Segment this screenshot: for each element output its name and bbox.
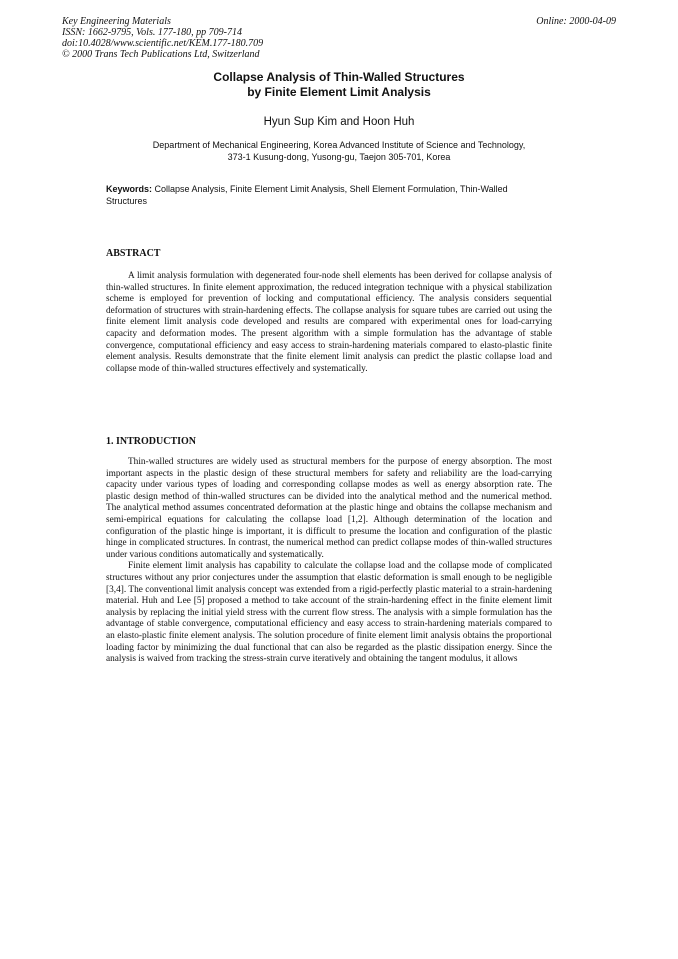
introduction-heading: 1. INTRODUCTION bbox=[106, 436, 197, 447]
introduction-body bbox=[106, 457, 552, 666]
journal-copyright: © 2000 Trans Tech Publications Ltd, Switzerland bbox=[62, 49, 260, 60]
introduction-paragraph-2: Finite element limit analysis has capability to calculate the collapse load and the collapse mode of complicated structures without any prior conjectures under the assumption that elastic deformation is small enough to be negligible [3,4]. The conventional limit analysis concept was extended from a rigid-perfectly plastic material to a strain-hardening material. Huh and Lee [5] proposed a method to take account of the strain-hardening effect in the finite element limit analysis by replacing the initial yield stress with the current flow stress. The analysis with a simple formulation has the advantage of stable convergence, computational efficiency and easy access to strain-hardening materials compared to an elasto-plastic finite element analysis. The solution procedure of finite element limit analysis obtains the proportional loading factor by minimizing the dual functional that can also be regarded as the plastic dissipation energy. Since the analysis is waived from tracking the stress-strain curve iteratively and obtaining the tangent modulus, it allows bbox=[106, 561, 552, 665]
introduction-paragraph-1: Thin-walled structures are widely used as structural members for the purpose of energy absorption. The most important aspects in the plastic design of these structural members for safety and reliability are the load-carrying capacity under various types of loading and corresponding collapse modes as well as energy absorption rate. The plastic design method of thin-walled structures can be divided into the analytical method and the numerical method. The analytical method assumes concentrated deformation at the plastic hinge and obtains the collapse mechanism and semi-empirical equations for calculating the collapse load [1,2]. Although determination of the location and configuration of the plastic hinge is important, it is difficult to presume the location and configuration of the plastic hinge in complicated structures. In contrast, the numerical method can predict collapse modes of thin-walled structures under various conditions automatically and systematically. bbox=[106, 457, 552, 560]
journal-name: Key Engineering Materials bbox=[62, 16, 171, 27]
affiliation-line-1: Department of Mechanical Engineering, Korea Advanced Institute of Science and Technology, bbox=[152, 140, 526, 150]
keywords bbox=[106, 183, 546, 207]
journal-info bbox=[62, 16, 263, 60]
title-line-2: by Finite Element Limit Analysis bbox=[247, 85, 431, 99]
abstract-paragraph: A limit analysis formulation with degenerated four-node shell elements has been derived for collapse analysis of thin-walled structures. In finite element approximation, the reduced integration technique with a physical stabilization scheme is employed for prevention of locking and computational efficiency. The analysis considers sequential deformation of structures with strain-hardening effects. The collapse analysis for square tubes are carried out using the finite element limit analysis code developed and results are compared with experimental ones for load-carrying capacity and deformation modes. The present algorithm with a simple formulation has the advantage of stable convergence, computational efficiency and easy access to strain-hardening materials compared to elasto-plastic finite element analysis. Results demonstrate that the finite element limit analysis can predict the plastic collapse load and collapse mode of thin-walled structures effectively and systematically. bbox=[106, 271, 552, 374]
authors: Hyun Sup Kim and Hoon Huh bbox=[263, 116, 415, 128]
affiliation bbox=[100, 139, 578, 163]
affiliation-line-2: 373-1 Kusung-dong, Yusong-gu, Taejon 305-701, Korea bbox=[227, 152, 451, 162]
paper-title bbox=[100, 70, 578, 100]
keywords-text: Collapse Analysis, Finite Element Limit Analysis, Shell Element Formulation, Thin-Walled Structures bbox=[106, 184, 508, 206]
keywords-label: Keywords: bbox=[106, 184, 153, 194]
journal-issn: ISSN: 1662-9795, Vols. 177-180, pp 709-714 bbox=[62, 27, 242, 38]
online-date: Online: 2000-04-09 bbox=[536, 16, 616, 27]
abstract-body bbox=[106, 271, 552, 375]
abstract-heading: ABSTRACT bbox=[106, 248, 161, 259]
journal-doi: doi:10.4028/www.scientific.net/KEM.177-180.709 bbox=[62, 38, 264, 49]
title-line-1: Collapse Analysis of Thin-Walled Structures bbox=[213, 70, 465, 84]
